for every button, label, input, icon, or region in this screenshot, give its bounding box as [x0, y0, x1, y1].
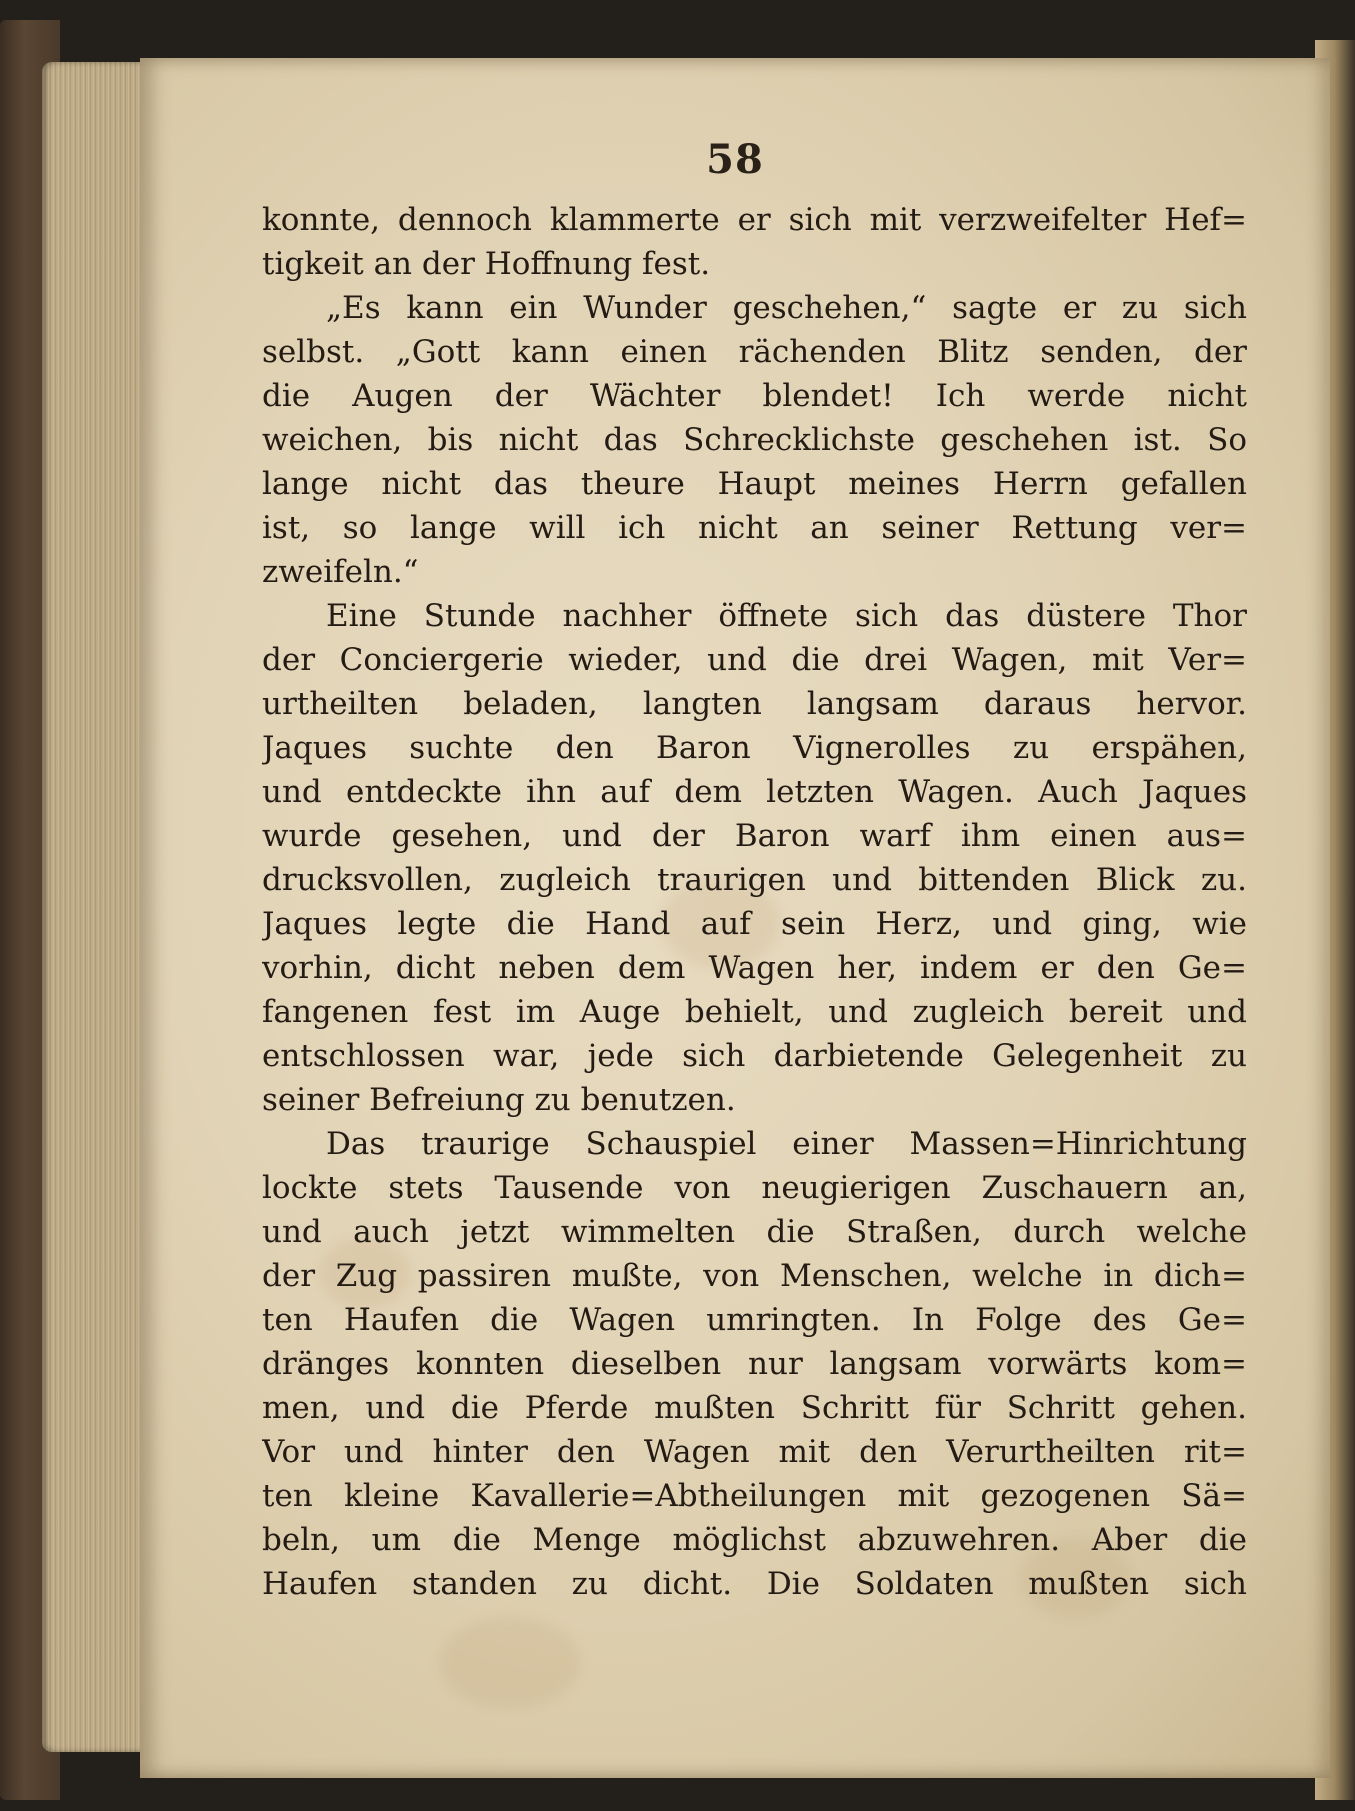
text-line: selbst. „Gott kann einen rächenden Blitz senden, der	[262, 334, 1247, 370]
text-line: lange nicht das theure Haupt meines Herrn gefallen	[262, 466, 1247, 502]
text-line: Eine Stunde nachher öffnete sich das düstere Thor	[326, 598, 1247, 634]
text-line: ten kleine Kavallerie=Abtheilungen mit gezogenen Sä=	[262, 1478, 1247, 1514]
text-line: drucksvollen, zugleich traurigen und bittenden Blick zu.	[262, 862, 1247, 898]
text-line: zweifeln.“	[262, 554, 419, 590]
text-line: urtheilten beladen, langten langsam daraus hervor.	[262, 686, 1247, 722]
text-line: und entdeckte ihn auf dem letzten Wagen. Auch Jaques	[262, 774, 1247, 810]
text-line: lockte stets Tausende von neugierigen Zuschauern an,	[262, 1170, 1247, 1206]
text-line: entschlossen war, jede sich darbietende Gelegenheit zu	[262, 1038, 1247, 1074]
page-number: 58	[706, 136, 764, 183]
text-line: der Conciergerie wieder, und die drei Wagen, mit Ver=	[262, 642, 1247, 678]
text-line: Das traurige Schauspiel einer Massen=Hinrichtung	[326, 1126, 1247, 1162]
text-line: konnte, dennoch klammerte er sich mit verzweifelter Hef=	[262, 202, 1247, 238]
text-line: Vor und hinter den Wagen mit den Verurtheilten rit=	[262, 1434, 1247, 1470]
text-line: die Augen der Wächter blendet! Ich werde nicht	[262, 378, 1247, 414]
text-line: ist, so lange will ich nicht an seiner Rettung ver=	[262, 510, 1247, 546]
text-line: seiner Befreiung zu benutzen.	[262, 1082, 736, 1118]
text-line: ten Haufen die Wagen umringten. In Folge des Ge=	[262, 1302, 1247, 1338]
text-line: vorhin, dicht neben dem Wagen her, indem er den Ge=	[262, 950, 1247, 986]
text-line: und auch jetzt wimmelten die Straßen, durch welche	[262, 1214, 1247, 1250]
text-line: dränges konnten dieselben nur langsam vorwärts kom=	[262, 1346, 1247, 1382]
text-line: Haufen standen zu dicht. Die Soldaten mußten sich	[262, 1566, 1247, 1602]
text-line: Jaques suchte den Baron Vignerolles zu erspähen,	[262, 730, 1247, 766]
book-page	[140, 58, 1330, 1778]
text-line: beln, um die Menge möglichst abzuwehren. Aber die	[262, 1522, 1247, 1558]
text-line: „Es kann ein Wunder geschehen,“ sagte er zu sich	[326, 290, 1247, 326]
text-line: weichen, bis nicht das Schrecklichste geschehen ist. So	[262, 422, 1247, 458]
body-text	[262, 198, 1247, 1606]
text-line: wurde gesehen, und der Baron warf ihm einen aus=	[262, 818, 1247, 854]
text-line: Jaques legte die Hand auf sein Herz, und ging, wie	[262, 906, 1247, 942]
text-line: men, und die Pferde mußten Schritt für Schritt gehen.	[262, 1390, 1247, 1426]
foxing-stain	[440, 1618, 580, 1708]
page-edges	[42, 62, 147, 1752]
text-line: tigkeit an der Hoffnung fest.	[262, 246, 711, 282]
text-line: fangenen fest im Auge behielt, und zugleich bereit und	[262, 994, 1247, 1030]
text-line: der Zug passiren mußte, von Menschen, welche in dich=	[262, 1258, 1247, 1294]
